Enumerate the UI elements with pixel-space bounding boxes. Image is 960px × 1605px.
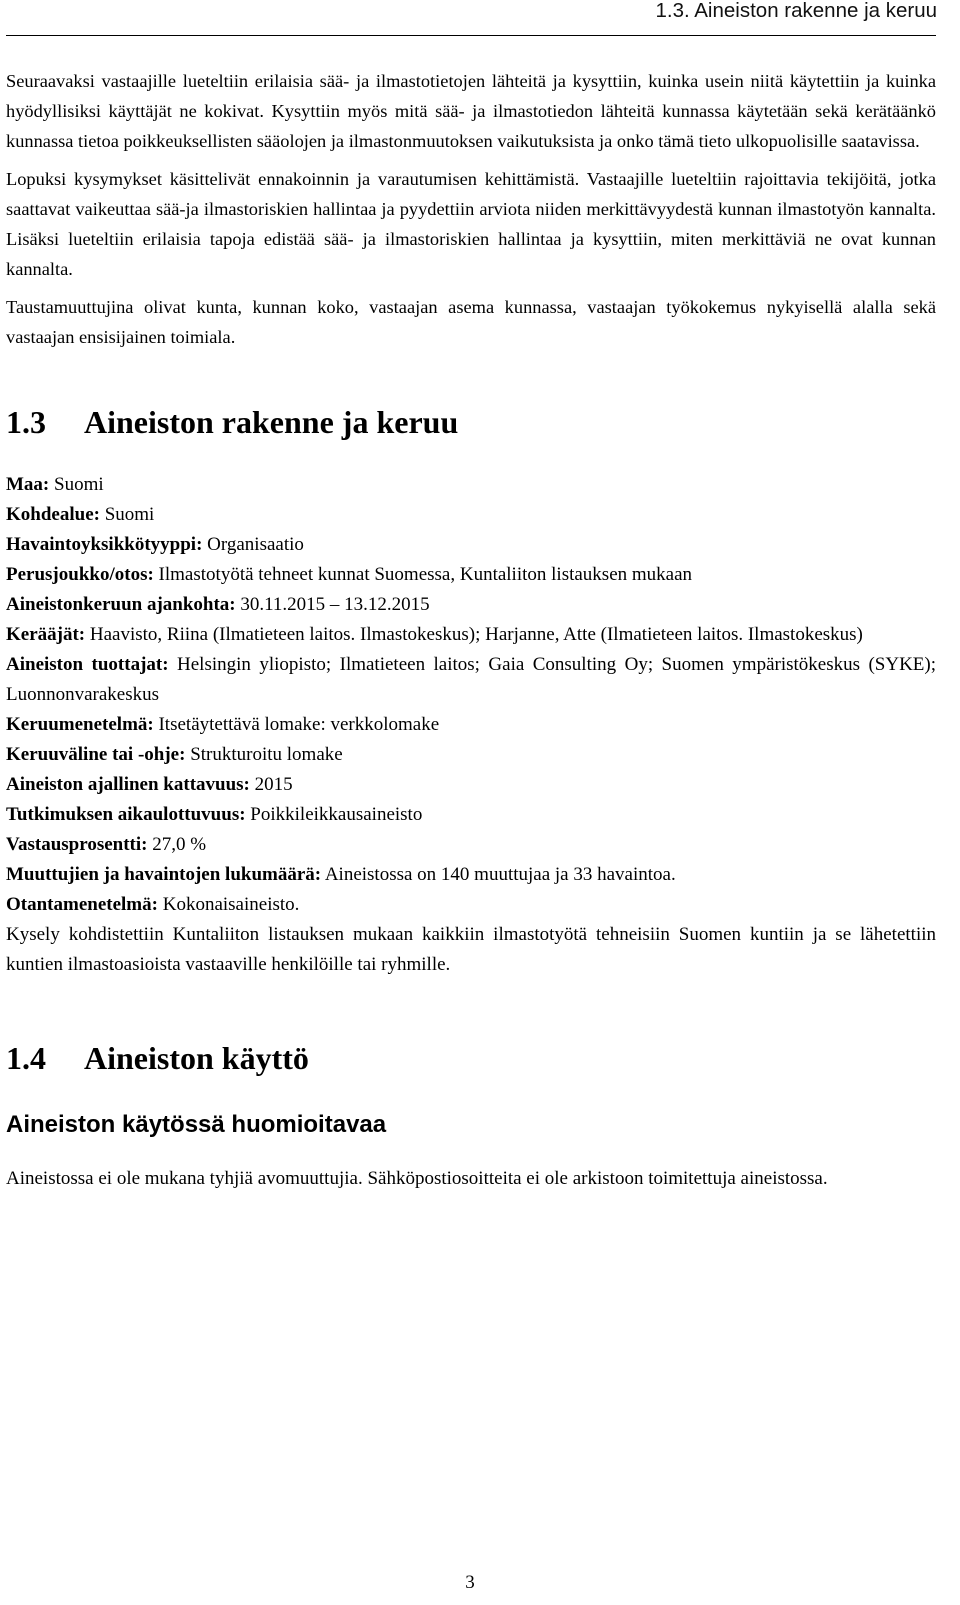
running-header: 1.3. Aineiston rakenne ja keruu (655, 0, 937, 22)
metadata-value: 30.11.2015 – 13.12.2015 (240, 594, 430, 615)
metadata-item (6, 830, 936, 860)
subsection-text: Aineistossa ei ole mukana tyhjiä avomuuttujia. Sähköpostiosoitteita ei ole arkistoon toimitettuja aineistossa. (6, 1168, 828, 1189)
metadata-key: Vastausprosentti: (6, 834, 148, 855)
metadata-key: Aineiston tuottajat: (6, 654, 169, 675)
metadata-value: Helsingin yliopisto; Ilmatieteen laitos; Gaia Consulting Oy; Suomen ympäristökeskus (SYKE); Luonnonvarakeskus (6, 654, 936, 705)
section-heading-1-4 (6, 1038, 936, 1078)
subsection-heading: Aineiston käytössä huomioitavaa (6, 1111, 387, 1138)
metadata-item (6, 800, 936, 830)
metadata-key: Muuttujien ja havaintojen lukumäärä: (6, 864, 322, 885)
metadata-item (6, 470, 936, 500)
metadata-value: Strukturoitu lomake (190, 744, 343, 765)
intro-paragraph-3: Taustamuuttujina olivat kunta, kunnan koko, vastaajan asema kunnassa, vastaajan työkokemus nykyisellä alalla sekä vastaajan ensisijainen toimiala. (6, 297, 936, 347)
metadata-key: Havaintoyksikkötyyppi: (6, 534, 203, 555)
metadata-key: Kohdealue: (6, 504, 100, 525)
metadata-value: 27,0 % (152, 834, 207, 855)
metadata-value: Ilmastotyötä tehneet kunnat Suomessa, Kuntaliiton listauksen mukaan (158, 564, 693, 585)
metadata-key: Kerääjät: (6, 624, 86, 645)
section-number: 1.4 (6, 1040, 46, 1076)
metadata-item (6, 500, 936, 530)
metadata-key: Tutkimuksen aikaulottuvuus: (6, 804, 246, 825)
metadata-value: Itsetäytettävä lomake: verkkolomake (158, 714, 440, 735)
section-heading-1-3 (6, 402, 936, 442)
page-number: 3 (465, 1572, 475, 1593)
intro-section (6, 66, 936, 352)
section-title: Aineiston rakenne ja keruu (84, 404, 459, 440)
metadata-item (6, 710, 936, 740)
section-number: 1.3 (6, 404, 46, 440)
metadata-value: Haavisto, Riina (Ilmatieteen laitos. Ilmastokeskus); Harjanne, Atte (Ilmatieteen laitos. Ilmastokeskus) (89, 624, 863, 645)
metadata-value: Poikkileikkausaineisto (250, 804, 423, 825)
page-body (6, 66, 936, 1194)
metadata-item (6, 860, 936, 890)
metadata-key: Otantamenetelmä: (6, 894, 158, 915)
metadata-item (6, 590, 936, 620)
metadata-value: Organisaatio (207, 534, 304, 555)
section-title: Aineiston käyttö (84, 1040, 309, 1076)
metadata-key: Aineistonkeruun ajankohta: (6, 594, 236, 615)
metadata-item (6, 650, 936, 710)
header-rule (6, 35, 936, 36)
survey-note: Kysely kohdistettiin Kuntaliiton listauksen mukaan kaikkiin ilmastotyötä tehneisiin Suomen kuntiin ja se lähetettiin kuntien ilmastoasioista vastaaville henkilöille tai ryhmille. (6, 924, 936, 975)
metadata-key: Keruuväline tai -ohje: (6, 744, 186, 765)
metadata-value: Aineistossa on 140 muuttujaa ja 33 havaintoa. (324, 864, 676, 885)
metadata-item (6, 620, 936, 650)
metadata-key: Perusjoukko/otos: (6, 564, 154, 585)
metadata-value: Suomi (54, 474, 104, 495)
metadata-value: Kokonaisaineisto. (162, 894, 300, 915)
intro-paragraph-2: Lopuksi kysymykset käsittelivät ennakoinnin ja varautumisen kehittämistä. Vastaajille lueteltiin rajoittavia tekijöitä, jotka saattavat vaikeuttaa sää-ja ilmastoriskien hallintaa ja pyydettiin arviota niiden merkittävyydestä kunnan ilmastotyön kannalta. Lisäksi lueteltiin erilaisia tapoja edistää sää- ja ilmastoriskien hallintaa ja kysyttiin, miten merkittäviä ne ovat kunnan kannalta. (6, 169, 936, 279)
metadata-value: Suomi (104, 504, 155, 525)
metadata-item (6, 770, 936, 800)
metadata-item (6, 530, 936, 560)
metadata-key: Maa: (6, 474, 50, 495)
metadata-item (6, 560, 936, 590)
metadata-value: 2015 (254, 774, 293, 795)
metadata-list (6, 470, 936, 920)
metadata-key: Keruumenetelmä: (6, 714, 154, 735)
metadata-item (6, 740, 936, 770)
metadata-key: Aineiston ajallinen kattavuus: (6, 774, 250, 795)
metadata-item (6, 890, 936, 920)
intro-paragraph-1: Seuraavaksi vastaajille lueteltiin erilaisia sää- ja ilmastotietojen lähteitä ja kysyttiin, kuinka usein niitä käytettiin ja kuinka hyödyllisiksi käyttäjät ne kokivat. Kysyttiin myös mitä sää- ja ilmastotiedon lähteitä kunnassa käytetään sekä kerätäänkö kunnassa tietoa poikkeuksellisten sääolojen ja ilmastonmuutoksen vaikutuksista ja onko tämä tieto ulkopuolisille saatavissa. (6, 71, 936, 151)
